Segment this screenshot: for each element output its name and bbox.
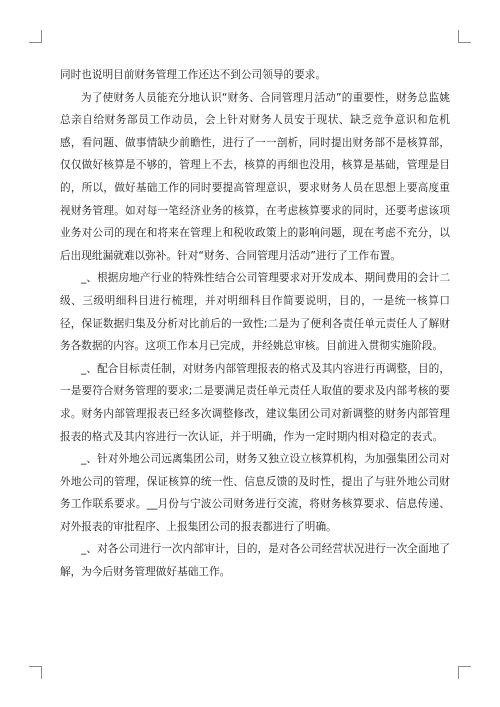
paragraph-internal-audit: _、对各公司进行一次内部审计，目的，是对各公司经营状况进行一次全面地了解，为今后财务管理做好基础工作。 — [60, 543, 450, 579]
crop-mark-top-left — [29, 30, 42, 43]
crop-mark-top-right — [458, 30, 471, 43]
crop-mark-bottom-right — [458, 666, 471, 679]
paragraph-branch-management: _、针对外地公司远离集团公司，财务又独立设立核算机构，为加强集团公司对外地公司的管理，保证核算的统一性、信息反馈的及时性，提出了与驻外地公司财务工作联系要求。__月份与宁波公司财务进行交流，将财务核算要求、信息传递、对外报表的审批程序、上报集团公司的报表都进行了明确。 — [60, 453, 450, 533]
crop-mark-bottom-left — [29, 666, 42, 679]
paragraph-account-review: _、根据房地产行业的特殊性结合公司管理要求对开发成本、期间费用的会计二级、三级明细科目进行梳理，并对明细科目作简要说明，目的，一是统一核算口径，保证数据归集及分析对比前后的一致性;二是为了便利各责任单元责任人了解财务各数据的内容。这项工作本月已完成，并经姚总审核。目前进入贯彻实施阶段。 — [60, 272, 450, 353]
paragraph-mobilization: 为了使财务人员能充分地认识“财务、合同管理月活动”的重要性，财务总监姚总亲自给财务部员工作动员，会上针对财务人员安于现状、缺乏竞争意识和危机感，看问题、做事情缺少前瞻性，进行了一一剖析，同时提出财务部不是核算部，仅仅做好核算是不够的，管理上不去，核算的再细也没用，核算是基础，管理是目的，所以，做好基础工作的同时要提高管理意识，要求财务人员在思想上要高度重视财务管理。如对每一笔经济业务的核算，在考虑核算要求的同时，还要考虑该项业务对公司的现在和将来在管理上和税收政策上的影响问题，现在考虑不充分，以后出现纰漏就难以弥补。针对“财务、合同管理月活动”进行了工作布置。 — [60, 91, 450, 262]
paragraph-continuation: 同时也说明目前财务管理工作还达不到公司领导的要求。 — [60, 69, 327, 81]
paragraph-report-adjustment: _、配合目标责任制，对财务内部管理报表的格式及其内容进行再调整，目的，一是要符合财务管理的要求;二是要满足责任单元责任人取值的要求及内部考核的要求。财务内部管理报表已经多次调整修改，建议集团公司对新调整的财务内部管理报表的格式及其内容进行一次认证，并于明确，作为一定时期内相对稳定的表式。 — [60, 362, 450, 443]
document-body — [60, 64, 450, 584]
